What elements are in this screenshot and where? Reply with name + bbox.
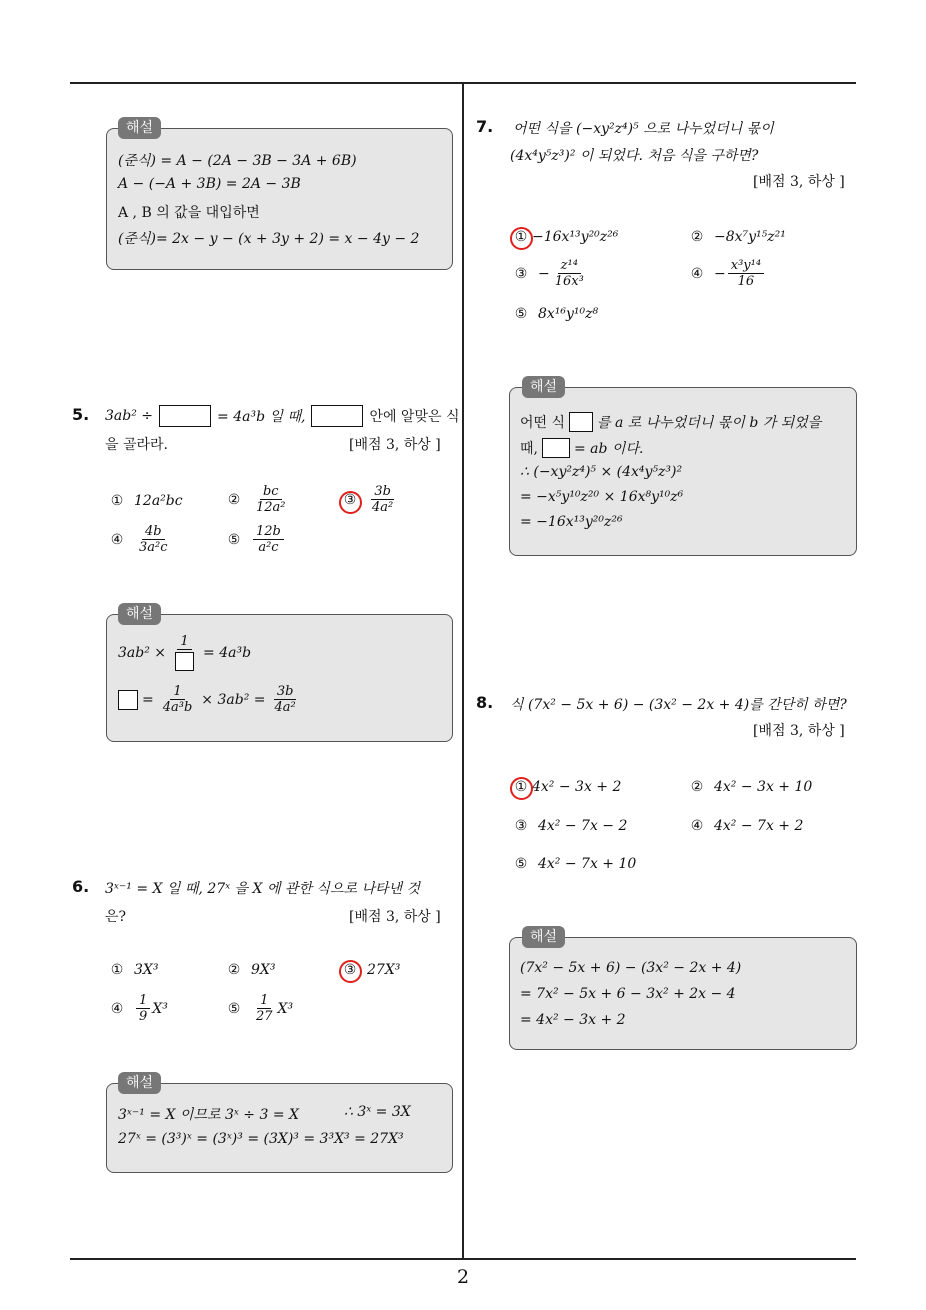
q5-option-5[interactable]	[225, 524, 286, 555]
q6-o5-num: 1	[257, 993, 271, 1009]
q8-o2-mark: ②	[690, 779, 704, 795]
q7-number: 7.	[476, 117, 494, 136]
q5-o3-num: 3b	[371, 484, 394, 500]
q5-o5-num: 12b	[253, 524, 284, 540]
q7-o4-mark: ④	[690, 265, 704, 282]
q5-answer-ring	[339, 491, 362, 514]
q8-answer-ring	[510, 777, 533, 800]
q6-option-5[interactable]	[225, 993, 293, 1024]
q8-score: [배점 3, 하상 ]	[753, 723, 845, 739]
q8-o3-mark: ③	[514, 818, 528, 834]
q7-o3-den: 16x³	[554, 274, 584, 289]
q5-sol-box-lhs	[118, 690, 138, 710]
q5-blank-box-1	[159, 405, 211, 427]
q5-sol-l1-a: 3ab² ×	[118, 644, 167, 661]
q7-sol-l2-b: = ab 이다.	[573, 441, 644, 457]
q7-o4-pre: −	[714, 265, 726, 282]
q5-sol-l1-b: = 4a³b	[203, 644, 252, 661]
q6-line-2: 은?	[105, 909, 127, 925]
q4-sol-line-4: (준식)= 2x − y − (x + 3y + 2) = x − 4y − 2	[118, 231, 420, 247]
q5-o3-fraction	[369, 484, 396, 515]
q7-o2-text: −8x⁷y¹⁵z²¹	[714, 229, 786, 245]
q7-sol-box-2	[542, 438, 570, 458]
q5-o2-num: bc	[260, 484, 282, 500]
q6-o2-mark: ②	[227, 962, 241, 978]
q6-option-2[interactable]	[225, 962, 276, 978]
q5-sol-l2-den: 4a³b	[162, 700, 193, 715]
q7-o4-num: x³y¹⁴	[728, 258, 764, 274]
q8-o1-mark: ①	[514, 779, 528, 795]
q5-sol-l2-num2: 3b	[274, 684, 297, 700]
q7-o1-text: −16x¹³y²⁰z²⁶	[532, 229, 619, 245]
q5-line1-b: = 4a³b 일 때,	[217, 409, 306, 425]
q5-number: 5.	[72, 405, 90, 424]
q8-sol-line-1: (7x² − 5x + 6) − (3x² − 2x + 4)	[520, 960, 742, 976]
q6-o4-mark: ④	[110, 1000, 124, 1017]
q7-o5-mark: ⑤	[514, 306, 528, 322]
q5-sol-l1-num: 1	[177, 634, 191, 650]
q6-o3-mark: ③	[343, 962, 357, 978]
q6-line-1: 3ˣ⁻¹ = X 일 때, 27ˣ 을 X 에 관한 식으로 나타낸 것	[105, 881, 420, 897]
q8-number: 8.	[476, 693, 494, 712]
q6-sol-line-2: 27ˣ = (3³)ˣ = (3ˣ)³ = (3X)³ = 3³X³ = 27X³	[118, 1131, 404, 1147]
q7-line-1: 어떤 식을 (−xy²z⁴)⁵ 으로 나누었더니 몫이	[513, 121, 774, 137]
q5-line-1	[105, 405, 459, 427]
q6-o4-fraction	[136, 993, 150, 1024]
q6-sol-line-1a: 3ˣ⁻¹ = X 이므로 3ˣ ÷ 3 = X	[118, 1107, 299, 1123]
q5-o5-mark: ⑤	[227, 531, 241, 548]
q5-sol-box-den	[175, 652, 194, 671]
q5-blank-box-2	[311, 405, 363, 427]
q4-solution-label: 해설	[118, 117, 161, 139]
q8-o5-mark: ⑤	[514, 856, 528, 872]
q5-o4-den: 3a²c	[139, 540, 168, 555]
column-divider	[462, 83, 464, 1259]
q6-o4-num: 1	[136, 993, 150, 1009]
q8-solution-label: 해설	[522, 926, 565, 948]
q6-o1-text: 3X³	[134, 962, 159, 978]
q6-score: [배점 3, 하상 ]	[349, 909, 441, 925]
q6-o5-fraction	[253, 993, 276, 1024]
q6-o3-text: 27X³	[367, 962, 401, 978]
q7-o4-den: 16	[737, 274, 755, 289]
q5-solution-label: 해설	[118, 603, 161, 625]
q6-answer-ring	[339, 960, 362, 983]
q6-option-1[interactable]	[108, 962, 159, 978]
q5-o4-fraction	[136, 524, 171, 555]
q7-line-2: (4x⁴y⁵z³)² 이 되었다. 처음 식을 구하면?	[510, 148, 759, 164]
q5-option-2[interactable]	[225, 484, 291, 515]
q4-sol-line-3: A , B 의 값을 대입하면	[118, 205, 260, 221]
q7-sol-line-1	[520, 412, 821, 432]
q7-answer-ring	[510, 227, 533, 250]
q8-o5-text: 4x² − 7x + 10	[538, 856, 637, 872]
q5-o4-mark: ④	[110, 531, 124, 548]
q6-o5-mark: ⑤	[227, 1000, 241, 1017]
q7-solution-label: 해설	[522, 376, 565, 398]
q6-solution-label: 해설	[118, 1072, 161, 1094]
q6-o4-den: 9	[139, 1009, 148, 1024]
q6-o1-mark: ①	[110, 962, 124, 978]
q8-option-5[interactable]	[512, 856, 636, 872]
q8-line-1: 식 (7x² − 5x + 6) − (3x² − 2x + 4)를 간단히 하면?	[510, 697, 847, 713]
q7-sol-l2-a: 때,	[520, 441, 538, 457]
q5-o5-fraction	[253, 524, 284, 555]
q8-sol-line-3: = 4x² − 3x + 2	[520, 1012, 626, 1028]
q7-sol-line-4: = −x⁵y¹⁰z²⁰ × 16x⁸y¹⁰z⁶	[520, 489, 684, 505]
q8-o3-text: 4x² − 7x − 2	[538, 818, 628, 834]
q7-o2-mark: ②	[690, 229, 704, 245]
q8-option-4[interactable]	[688, 818, 803, 834]
q5-o3-den: 4a²	[372, 500, 394, 515]
q8-o2-text: 4x² − 3x + 10	[714, 779, 813, 795]
q5-line1-c: 안에 알맞은 식	[369, 409, 460, 425]
q5-o1-text: 12a²bc	[134, 493, 183, 509]
q7-sol-line-2	[520, 438, 643, 458]
q7-o3-fraction	[552, 258, 587, 289]
q7-option-3[interactable]	[512, 258, 589, 289]
q7-option-5[interactable]	[512, 306, 598, 322]
q7-o1-mark: ①	[514, 229, 528, 245]
q7-score: [배점 3, 하상 ]	[753, 174, 845, 190]
q8-o1-text: 4x² − 3x + 2	[532, 779, 622, 795]
q5-sol-l1-fraction	[172, 634, 197, 671]
q7-o4-fraction	[728, 258, 764, 289]
page-number: 2	[456, 1266, 470, 1288]
q5-line-2: 을 골라라.	[105, 437, 168, 453]
q4-sol-line-2: A − (−A + 3B) = 2A − 3B	[118, 176, 301, 192]
q6-sol-line-1b: ∴ 3ˣ = 3X	[344, 1104, 411, 1120]
q6-solution-box	[106, 1083, 453, 1173]
q5-sol-l2-den2: 4a²	[274, 700, 296, 715]
q7-sol-box-1	[569, 412, 593, 432]
q7-o3-mark: ③	[514, 265, 528, 282]
q7-sol-line-3: ∴ (−xy²z⁴)⁵ × (4x⁴y⁵z³)²	[520, 464, 683, 480]
q5-sol-l2-fraction-1	[160, 684, 196, 715]
q5-o2-den: 12a²	[256, 500, 286, 515]
q5-option-1[interactable]	[108, 493, 183, 509]
q5-sol-l2-a: =	[142, 691, 154, 708]
q5-o3-mark: ③	[343, 491, 357, 508]
q4-sol-line-1: (준식) = A − (2A − 3B − 3A + 6B)	[118, 153, 357, 169]
q7-o3-num: z¹⁴	[558, 258, 581, 274]
q5-sol-line-1	[118, 634, 251, 671]
q5-sol-l2-fraction-2	[272, 684, 299, 715]
q7-o5-text: 8x¹⁶y¹⁰z⁸	[538, 306, 599, 322]
q7-sol-l1-a: 어떤 식	[520, 415, 566, 431]
q5-o5-den: a²c	[258, 540, 279, 555]
q6-o5-tail: X³	[277, 1000, 294, 1017]
q5-o2-fraction	[253, 484, 289, 515]
q5-score: [배점 3, 하상 ]	[349, 437, 441, 453]
q6-option-4[interactable]	[108, 993, 168, 1024]
q8-option-3[interactable]	[512, 818, 627, 834]
q5-o2-mark: ②	[227, 491, 241, 508]
q5-o4-num: 4b	[142, 524, 165, 540]
q5-o1-mark: ①	[110, 493, 124, 509]
q5-sol-l1-den	[172, 650, 197, 671]
q7-sol-line-5: = −16x¹³y²⁰z²⁶	[520, 514, 623, 530]
q6-number: 6.	[72, 877, 90, 896]
q7-option-4[interactable]	[688, 258, 766, 289]
q5-option-4[interactable]	[108, 524, 173, 555]
q8-o4-mark: ④	[690, 818, 704, 834]
q5-sol-line-2	[118, 684, 301, 715]
q6-o4-tail: X³	[152, 1000, 168, 1017]
q7-sol-l1-b: 를 a 로 나누었더니 몫이 b 가 되었을	[597, 415, 822, 431]
q5-line1-a: 3ab² ÷	[105, 408, 154, 424]
q8-option-2[interactable]	[688, 779, 812, 795]
q8-o4-text: 4x² − 7x + 2	[714, 818, 804, 834]
q8-sol-line-2: = 7x² − 5x + 6 − 3x² + 2x − 4	[520, 986, 736, 1002]
q5-sol-l2-num: 1	[170, 684, 184, 700]
q7-option-2[interactable]	[688, 229, 786, 245]
q7-o3-pre: −	[538, 265, 550, 282]
bottom-rule	[70, 1258, 856, 1260]
q6-o2-text: 9X³	[251, 962, 276, 978]
q6-o5-den: 27	[256, 1009, 273, 1024]
q5-sol-l2-b: × 3ab² =	[201, 691, 266, 708]
